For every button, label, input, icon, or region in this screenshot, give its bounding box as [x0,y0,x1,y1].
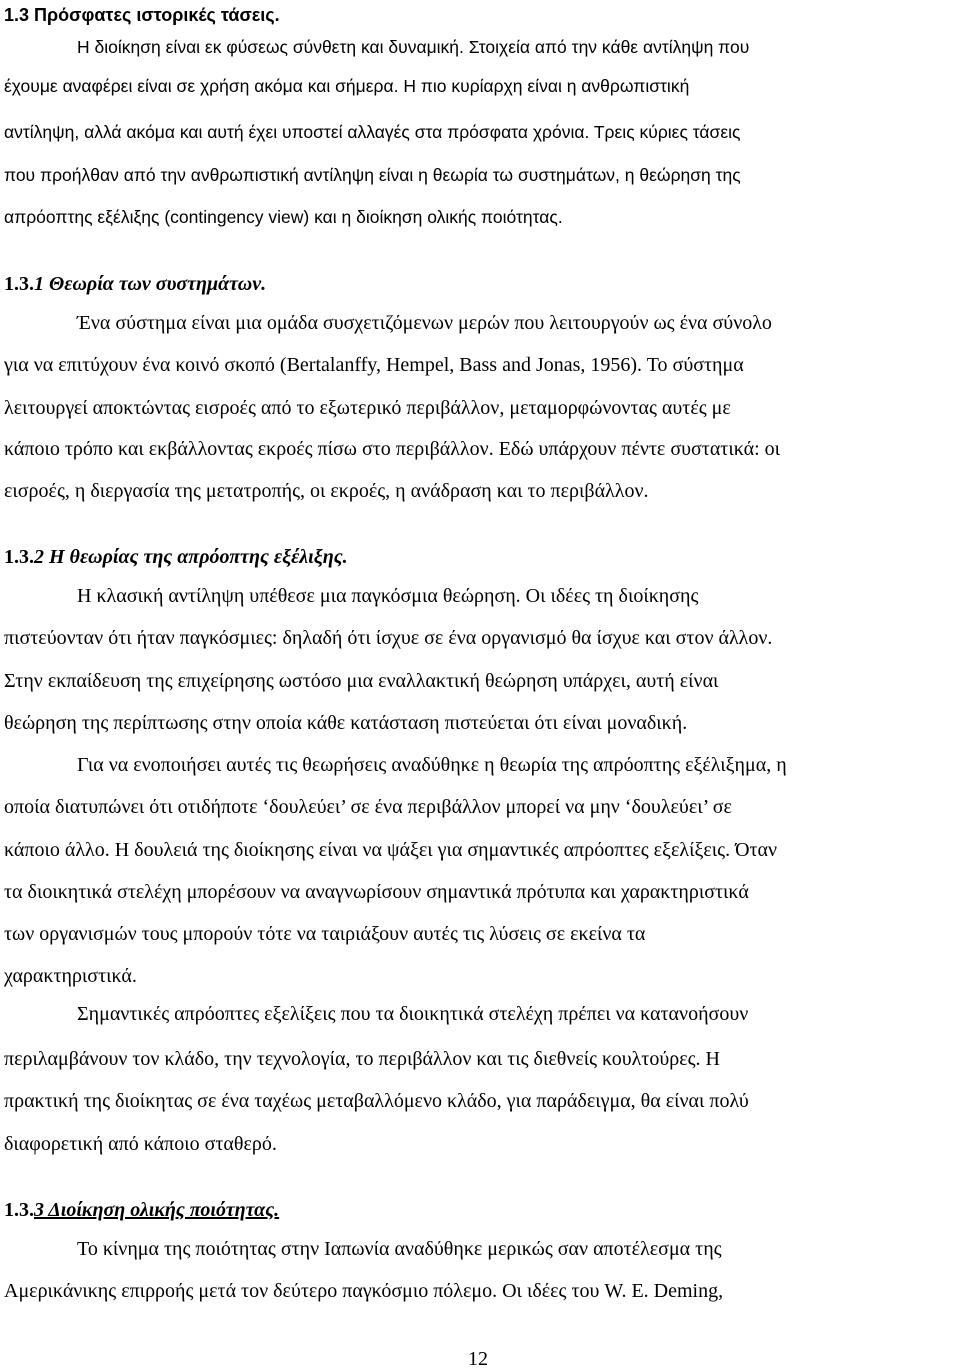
paragraph-line: Η διοίκηση είναι εκ φύσεως σύνθετη και δυναμική. Στοιχεία από την κάθε αντίληψη που [77,37,750,57]
paragraph-line: εισροές, η διεργασία της μετατροπής, οι εκροές, η ανάδραση και το περιβάλλον. [4,480,649,502]
paragraph-line: περιλαμβάνουν τον κλάδο, την τεχνολογία, το περιβάλλον και τις διεθνείς κουλτούρες. Η [4,1048,720,1070]
subsection-number: 1.3. [4,1199,34,1221]
paragraph-line: Σημαντικές απρόοπτες εξελίξεις που τα διοικητικά στελέχη πρέπει να κατανοήσουν [77,1003,749,1025]
paragraph-line: τα διοικητικά στελέχη μπορέσουν να αναγνωρίσουν σημαντικά πρότυπα και χαρακτηριστικά [4,881,749,903]
paragraph-line: Στην εκπαίδευση της επιχείρησης ωστόσο μια εναλλακτική θεώρηση υπάρχει, αυτή είναι [4,670,719,692]
paragraph-line: πρακτική της διοίκητας σε ένα ταχέως μεταβαλλόμενο κλάδο, για παράδειγμα, θα είναι πολύ [4,1090,749,1112]
subsection-heading-contingency [4,547,348,567]
subsection-number: 1.3. [4,273,34,295]
subsection-title: 2 Η θεωρίας της απρόοπτης εξέλιξης. [34,546,348,568]
paragraph-line: κάποιο τρόπο και εκβάλλοντας εκροές πίσω στο περιβάλλον. Εδώ υπάρχουν πέντε συστατικά: οι [4,438,781,460]
subsection-number: 1.3. [4,546,34,568]
paragraph-line: για να επιτύχουν ένα κοινό σκοπό (Bertalanffy, Hempel, Bass and Jonas, 1956). Το σύστημα [4,354,744,376]
paragraph-line: Για να ενοποιήσει αυτές τις θεωρήσεις αναδύθηκε η θεωρία της απρόοπτης εξέλιξημα, η [77,754,787,776]
subsection-title: 3 Διοίκηση ολικής ποιότητας. [34,1199,280,1221]
paragraph-line: κάποιο άλλο. Η δουλειά της διοίκησης είναι να ψάξει για σημαντικές απρόοπτες εξελίξεις. Όταν [4,839,778,861]
section-heading: 1.3 Πρόσφατες ιστορικές τάσεις. [4,5,280,25]
paragraph-line: που προήλθαν από την ανθρωπιστική αντίληψη είναι η θεωρία τω συστημάτων, η θεώρηση της [4,165,741,185]
paragraph-line: αντίληψη, αλλά ακόμα και αυτή έχει υποστεί αλλαγές στα πρόσφατα χρόνια. Τρεις κύριες τάσεις [4,122,741,142]
paragraph-line: θεώρηση της περίπτωσης στην οποία κάθε κατάσταση πιστεύεται ότι είναι μοναδική. [4,712,688,734]
paragraph-line: διαφορετική από κάποιο σταθερό. [4,1133,277,1155]
paragraph-line: λειτουργεί αποκτώντας εισροές από το εξωτερικό περιβάλλον, μεταμορφώνοντας αυτές με [4,397,731,419]
paragraph-line: Ένα σύστημα είναι μια ομάδα συσχετιζόμενων μερών που λειτουργούν ως ένα σύνολο [77,312,772,334]
paragraph-line: χαρακτηριστικά. [4,965,137,987]
paragraph-line: οποία διατυπώνει ότι οτιδήποτε ‘δουλεύει’ σε ένα περιβάλλον μπορεί να μην ‘δουλεύει’ σε [4,796,732,818]
paragraph-line: Το κίνημα της ποιότητας στην Ιαπωνία αναδύθηκε μερικώς σαν αποτέλεσμα της [77,1238,722,1260]
paragraph-line: πιστεύονταν ότι ήταν παγκόσμιες: δηλαδή ότι ίσχυε σε ένα οργανισμό θα ίσχυε και στον άλλον. [4,627,773,649]
paragraph-line: Η κλασική αντίληψη υπέθεσε μια παγκόσμια θεώρηση. Οι ιδέες τη διοίκησης [77,585,699,607]
subsection-heading-tqm [4,1200,279,1220]
paragraph-line: Αμερικάνικης επιρροής μετά τον δεύτερο παγκόσμιο πόλεμο. Οι ιδέες του W. E. Deming, [4,1280,724,1302]
page-number: 12 [468,1348,488,1370]
subsection-title: 1 Θεωρία των συστημάτων. [34,273,267,295]
paragraph-line: απρόοπτης εξέλιξης (contingency view) και η διοίκηση ολικής ποιότητας. [4,207,563,227]
paragraph-line: έχουμε αναφέρει είναι σε χρήση ακόμα και σήμερα. Η πιο κυρίαρχη είναι η ανθρωπιστική [4,76,690,96]
subsection-heading-systems [4,274,266,294]
paragraph-line: των οργανισμών τους μπορούν τότε να ταιριάξουν αυτές τις λύσεις σε εκείνα τα [4,923,646,945]
